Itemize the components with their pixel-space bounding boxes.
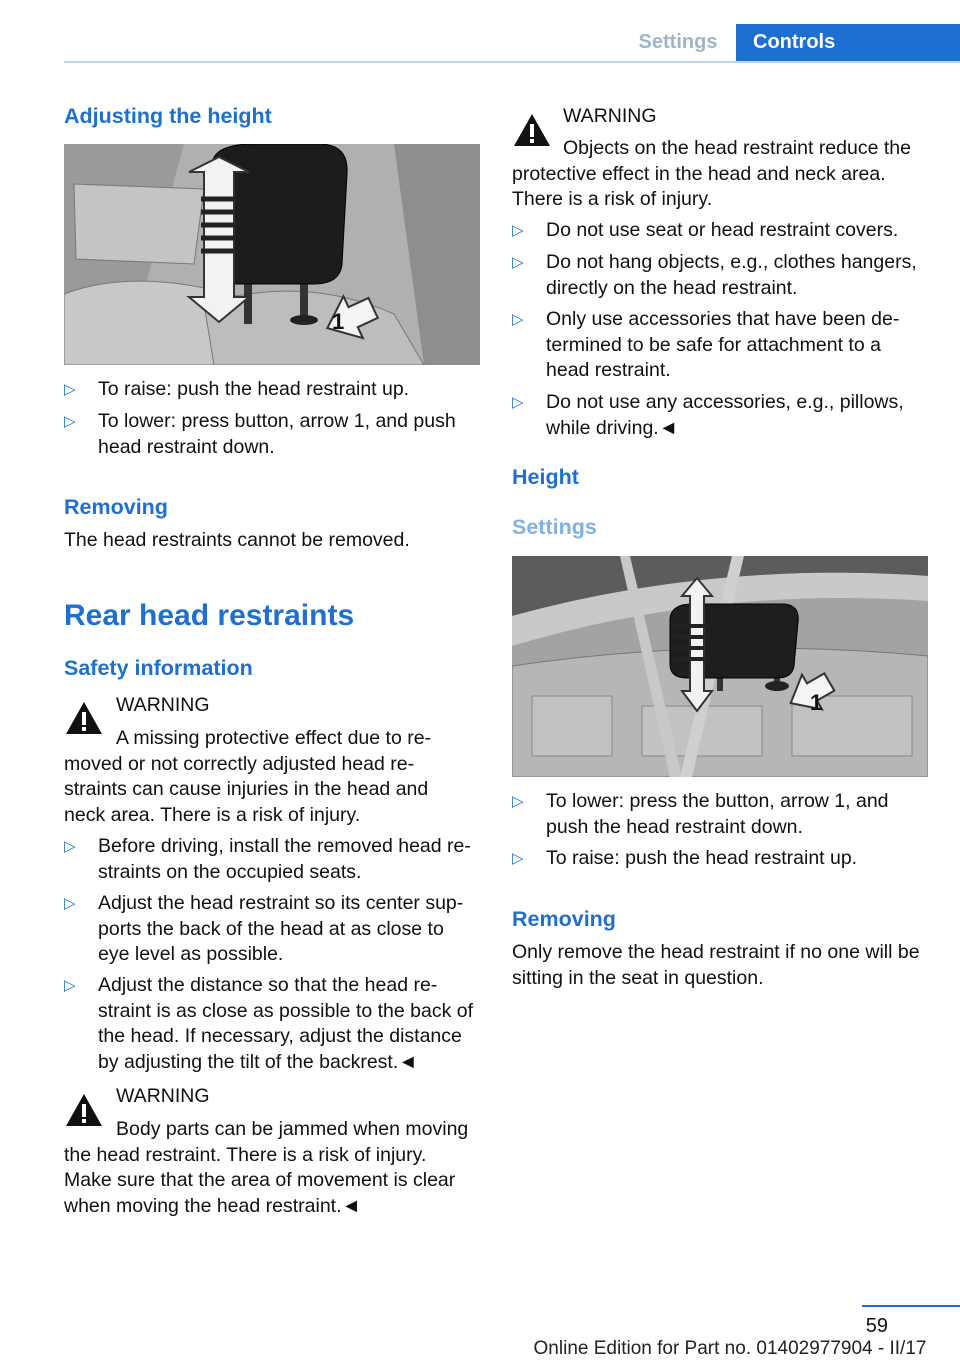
warning1-text: neck area. There is a risk of injury. xyxy=(64,803,361,826)
warning1-label: WARNING xyxy=(116,694,210,716)
figure2-callout-label: 1 xyxy=(810,690,823,715)
warning3-label: WARNING xyxy=(563,105,657,127)
tab-controls[interactable]: Controls xyxy=(736,24,960,61)
warning1-text: moved or not correctly adjusted head re- xyxy=(64,752,415,775)
triangle-right-icon: ▷ xyxy=(512,793,524,810)
heading-height: Height xyxy=(512,465,579,489)
list-item: ▷ Do not use any accessories, e.g., pillows, while driving.◄ xyxy=(512,391,904,439)
triangle-right-icon: ▷ xyxy=(64,838,76,855)
warning-triangle-icon xyxy=(64,700,104,736)
heading-settings: Settings xyxy=(512,515,597,539)
heading-safety-information: Safety information xyxy=(64,656,253,680)
removing-rear-text: sitting in the seat in question. xyxy=(512,966,764,989)
warning2-text: Body parts can be jammed when moving xyxy=(116,1118,469,1140)
warning-triangle-icon xyxy=(512,112,552,148)
front-head-restraint-illustration xyxy=(64,144,480,365)
warning2-text: the head restraint. There is a risk of injury. xyxy=(64,1143,427,1166)
warning1-text: A missing protective effect due to re- xyxy=(116,727,432,749)
removing-rear-text: Only remove the head restraint if no one will be xyxy=(512,941,920,963)
figure-rear-head-restraint xyxy=(512,556,928,777)
warning2-text: when moving the head restraint.◄ xyxy=(64,1194,361,1217)
footer-divider xyxy=(862,1305,960,1307)
warning2-label: WARNING xyxy=(116,1085,210,1107)
triangle-right-icon: ▷ xyxy=(512,311,524,328)
list-item: ▷ To lower: press the button, arrow 1, and push the head restraint down. xyxy=(512,790,889,838)
triangle-right-icon: ▷ xyxy=(512,222,524,239)
warning2-text: Make sure that the area of movement is clear xyxy=(64,1169,456,1191)
warning1-text: straints can cause injuries in the head and xyxy=(64,778,429,800)
triangle-right-icon: ▷ xyxy=(64,895,76,912)
warning3-text: Objects on the head restraint reduce the xyxy=(563,137,911,159)
figure-front-head-restraint xyxy=(64,144,480,365)
footer-edition: Online Edition for Part no. 01402977904 - II/17 xyxy=(533,1338,927,1359)
heading-adjusting-height: Adjusting the height xyxy=(64,104,272,128)
list-item: ▷ Do not hang objects, e.g., clothes hangers, directly on the head restraint. xyxy=(512,251,917,299)
list-item: ▷ Adjust the head restraint so its center sup- ports the back of the head at as close to eye level as possible. xyxy=(64,892,464,965)
rear-head-restraint-illustration xyxy=(512,556,928,777)
header-divider xyxy=(64,61,960,63)
page-number: 59 xyxy=(865,1315,888,1337)
warning3-text: There is a risk of injury. xyxy=(512,188,713,210)
list-item: ▷ Before driving, install the removed head re- straints on the occupied seats. xyxy=(64,835,471,883)
heading-removing: Removing xyxy=(64,495,168,519)
triangle-right-icon: ▷ xyxy=(512,394,524,411)
triangle-right-icon: ▷ xyxy=(512,254,524,271)
tab-settings[interactable]: Settings xyxy=(638,31,718,53)
removing-text: The head restraints cannot be removed. xyxy=(64,529,410,551)
list-item: ▷ Only use accessories that have been de- termined to be safe for attachment to a head restraint. xyxy=(512,308,900,381)
triangle-right-icon: ▷ xyxy=(512,850,524,867)
heading-removing-rear: Removing xyxy=(512,907,616,931)
triangle-right-icon: ▷ xyxy=(64,381,76,398)
list-item: ▷ To lower: press button, arrow 1, and push head restraint down. xyxy=(64,410,456,458)
heading-rear-head-restraints: Rear head restraints xyxy=(64,599,355,632)
triangle-right-icon: ▷ xyxy=(64,977,76,994)
triangle-right-icon: ▷ xyxy=(64,413,76,430)
warning3-text: protective effect in the head and neck area. xyxy=(512,162,886,185)
figure1-callout-label: 1 xyxy=(332,309,345,334)
list-item: ▷ Adjust the distance so that the head re- straint is as close as possible to the back of the head. If necessary, adjust the distance by adjusting the tilt of the backrest.◄ xyxy=(64,974,474,1073)
warning-triangle-icon xyxy=(64,1092,104,1128)
